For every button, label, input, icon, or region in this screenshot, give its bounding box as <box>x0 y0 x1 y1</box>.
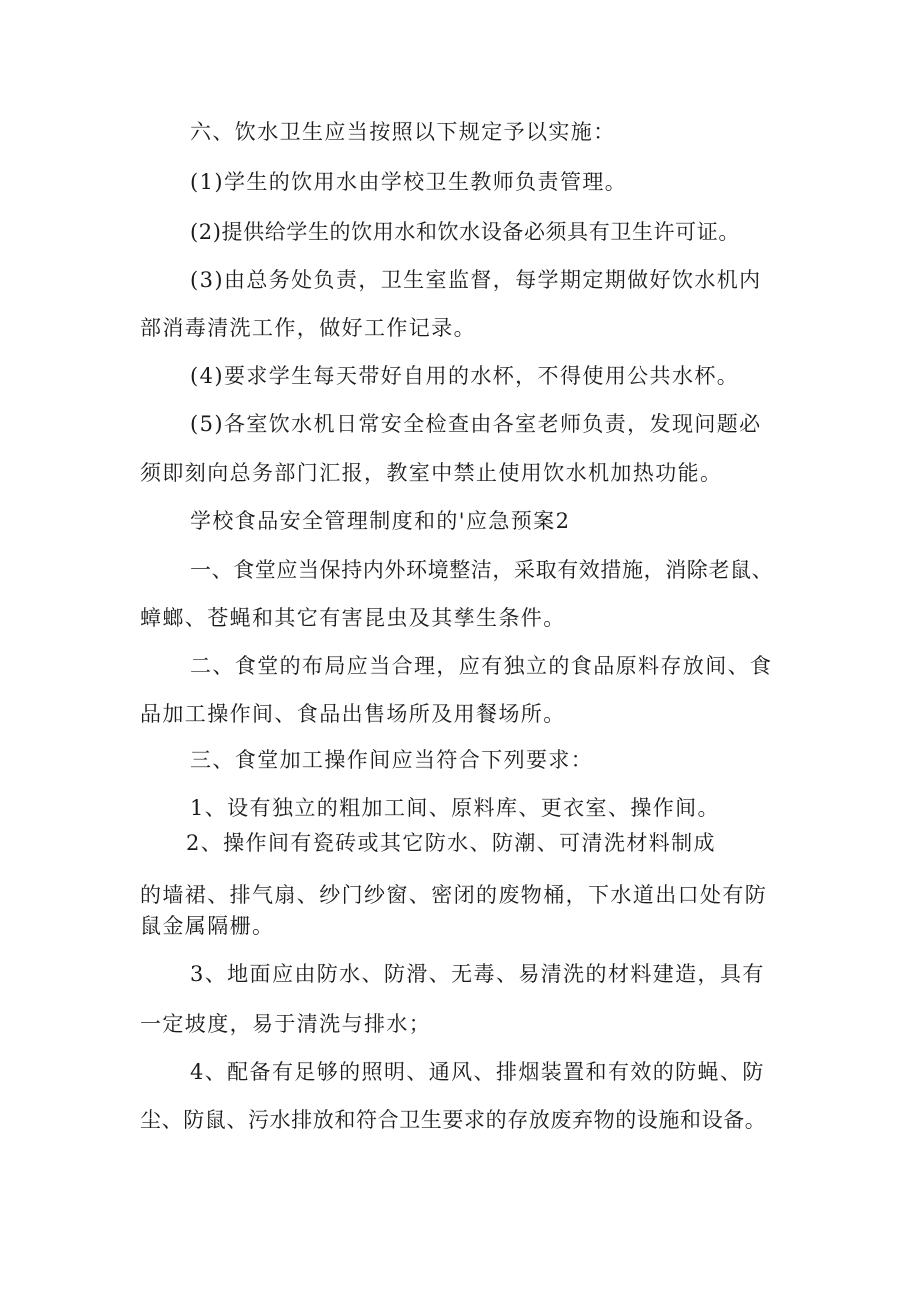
list-item: 4、配备有足够的照明、通风、排烟装置和有效的防蝇、防 <box>190 1060 765 1084</box>
paragraph-line: 一定坡度，易于清洗与排水； <box>140 1012 432 1036</box>
paragraph-line: 一、食堂应当保持内外环境整洁，采取有效措施，消除老鼠、 <box>190 558 774 582</box>
list-item: 3、地面应由防水、防滑、无毒、易清洗的材料建造，具有 <box>190 962 765 986</box>
paragraph-line: (2)提供给学生的饮用水和饮水设备必须具有卫生许可证。 <box>190 220 740 244</box>
paragraph-line: (3)由总务处负责，卫生室监督，每学期定期做好饮水机内 <box>190 268 762 292</box>
document-subtitle: 学校食品安全管理制度和的'应急预案2 <box>190 509 571 533</box>
section-heading-kitchen: 三、食堂加工操作间应当符合下列要求： <box>190 748 594 772</box>
paragraph-line: (5)各室饮水机日常安全检查由各室老师负责，发现问题必 <box>190 412 762 436</box>
list-item: 1、设有独立的粗加工间、原料库、更衣室、操作间。 <box>190 796 720 820</box>
paragraph-line: 品加工操作间、食品出售场所及用餐场所。 <box>140 702 566 726</box>
paragraph-line: 尘、防鼠、污水排放和符合卫生要求的存放废弃物的设施和设备。 <box>140 1108 767 1132</box>
paragraph-line: 鼠金属隔栅。 <box>140 914 275 938</box>
paragraph-line: 部消毒清洗工作，做好工作记录。 <box>140 316 476 340</box>
list-item: 2、操作间有瓷砖或其它防水、防潮、可清洗材料制成 <box>186 831 716 855</box>
paragraph-line: 蟑螂、苍蝇和其它有害昆虫及其孳生条件。 <box>140 606 566 630</box>
paragraph-line: (1)学生的饮用水由学校卫生教师负责管理。 <box>190 170 628 194</box>
section-heading-drinking-water: 六、饮水卫生应当按照以下规定予以实施： <box>190 120 616 144</box>
paragraph-line: (4)要求学生每天带好自用的水杯，不得使用公共水杯。 <box>190 364 740 388</box>
paragraph-line: 的墙裙、排气扇、纱门纱窗、密闭的废物桶，下水道出口处有防 <box>140 883 768 907</box>
paragraph-line: 二、食堂的布局应当合理，应有独立的食品原料存放间、食 <box>190 654 773 678</box>
paragraph-line: 须即刻向总务部门汇报，教室中禁止使用饮水机加热功能。 <box>140 461 723 485</box>
